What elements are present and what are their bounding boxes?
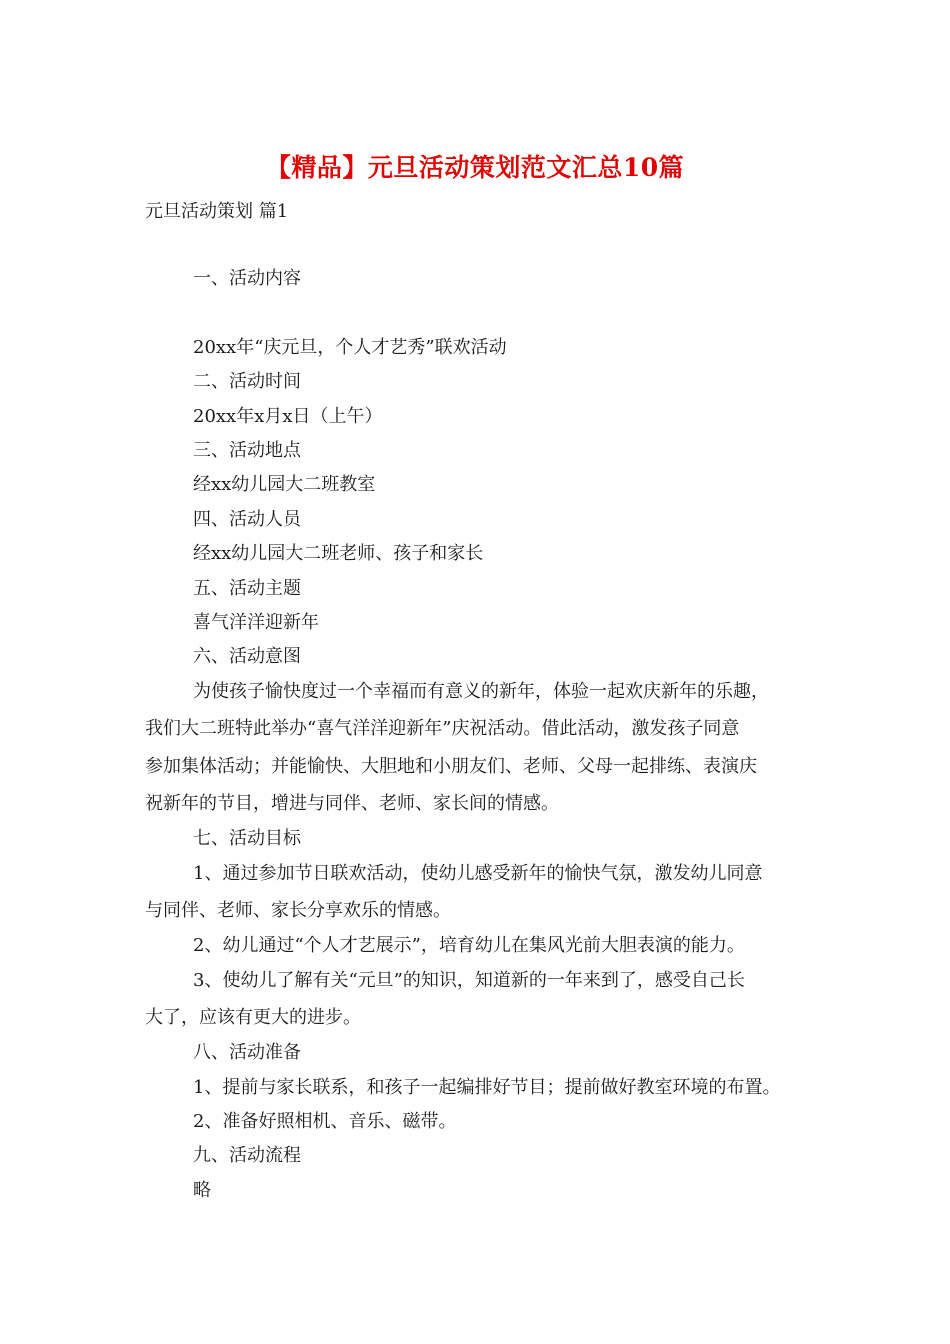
paragraph-line: 略	[193, 1180, 211, 1201]
paragraph-line: 与同伴、老师、家长分享欢乐的情感。	[145, 900, 451, 921]
heading-activity-time: 二、活动时间	[193, 371, 301, 392]
paragraph-line: 大了，应该有更大的进步。	[145, 1007, 361, 1028]
paragraph-line: 1、提前与家长联系，和孩子一起编排好节目；提前做好教室环境的布置。	[193, 1077, 781, 1098]
heading-activity-theme: 五、活动主题	[193, 578, 301, 599]
heading-activity-content: 一、活动内容	[193, 268, 301, 289]
section-heading: 元旦活动策划 篇1	[145, 201, 289, 222]
paragraph-line: 20xx年x月x日（上午）	[193, 406, 383, 427]
paragraph-line: 2、准备好照相机、音乐、磁带。	[193, 1111, 457, 1132]
heading-activity-goals: 七、活动目标	[193, 828, 301, 849]
paragraph-line: 为使孩子愉快度过一个幸福而有意义的新年，体验一起欢庆新年的乐趣，	[193, 681, 769, 702]
paragraph-line: 喜气洋洋迎新年	[193, 612, 319, 633]
paragraph-line: 经xx幼儿园大二班教室	[193, 474, 376, 495]
paragraph-line: 我们大二班特此举办“喜气洋洋迎新年”庆祝活动。借此活动，激发孩子同意	[145, 718, 740, 739]
paragraph-line: 1、通过参加节日联欢活动，使幼儿感受新年的愉快气氛，激发幼儿同意	[193, 863, 763, 884]
heading-activity-location: 三、活动地点	[193, 440, 301, 461]
paragraph-line: 20xx年“庆元旦，个人才艺秀”联欢活动	[193, 337, 507, 358]
heading-activity-purpose: 六、活动意图	[193, 646, 301, 667]
paragraph-line: 参加集体活动；并能愉快、大胆地和小朋友们、老师、父母一起排练、表演庆	[145, 756, 757, 777]
document-title: 【精品】元旦活动策划范文汇总10篇	[265, 153, 685, 182]
heading-activity-process: 九、活动流程	[193, 1145, 301, 1166]
paragraph-line: 祝新年的节目，增进与同伴、老师、家长间的情感。	[145, 793, 559, 814]
heading-activity-preparation: 八、活动准备	[193, 1042, 301, 1063]
heading-activity-people: 四、活动人员	[193, 509, 301, 530]
paragraph-line: 经xx幼儿园大二班老师、孩子和家长	[193, 543, 484, 564]
paragraph-line: 3、使幼儿了解有关“元旦”的知识，知道新的一年来到了，感受自己长	[193, 970, 745, 991]
paragraph-line: 2、幼儿通过“个人才艺展示”，培育幼儿在集风光前大胆表演的能力。	[193, 935, 745, 956]
